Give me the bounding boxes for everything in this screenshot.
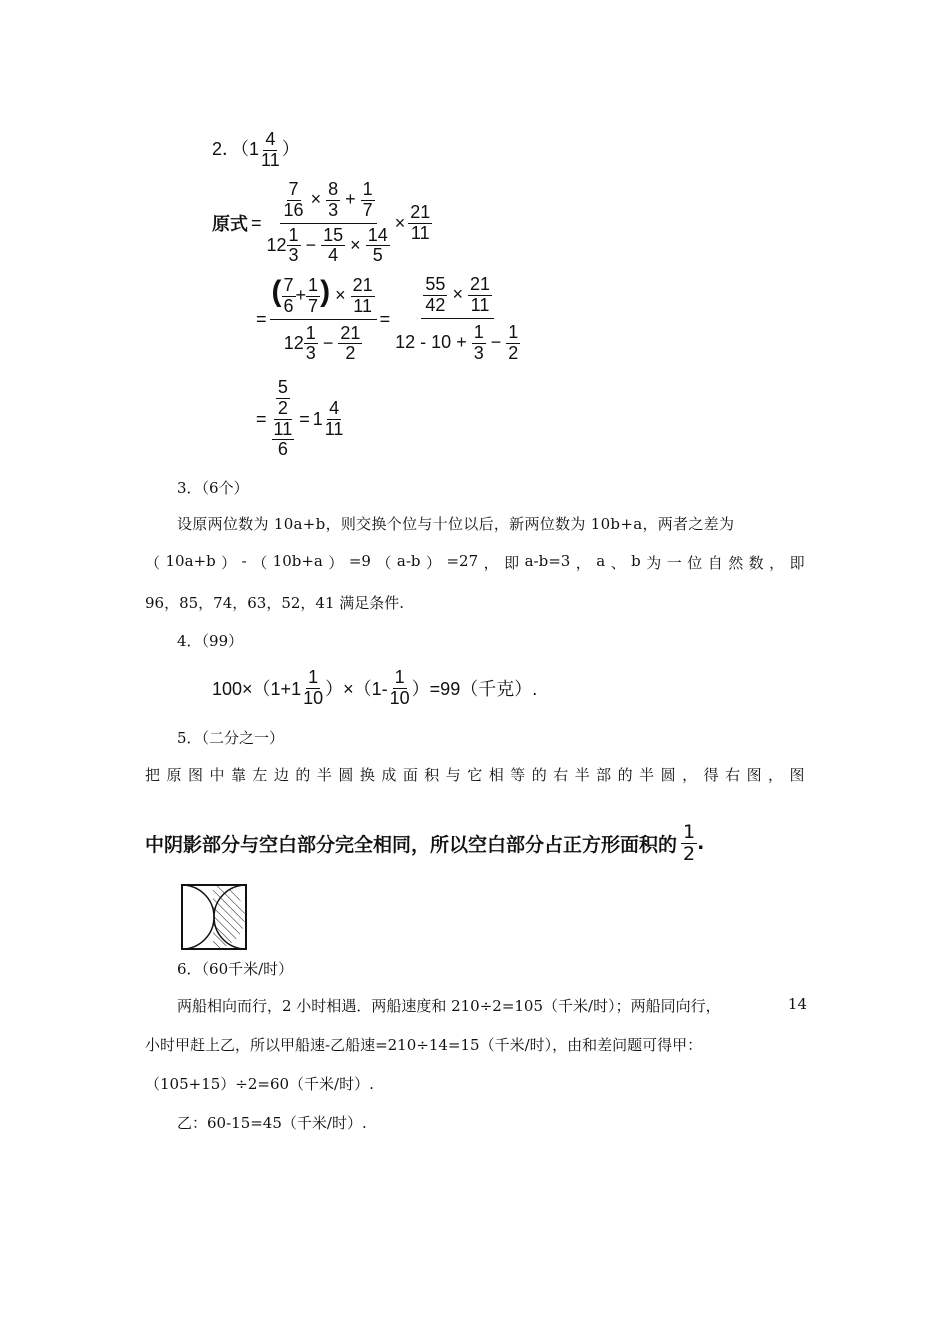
text-token: 面: [402, 766, 418, 784]
q5-shaded-region: [213, 885, 245, 949]
text-token: 的: [617, 766, 633, 784]
text-token: a: [596, 552, 606, 570]
text-token: 得: [703, 766, 719, 784]
text-token: 右: [553, 766, 569, 784]
q5-line1: [145, 764, 805, 785]
text-token: 成: [381, 766, 397, 784]
text-token: 相: [488, 766, 504, 784]
q3-line1: 设原两位数为 10a+b，则交换个位与十位以后，新两位数为 10b+a，两者之差为: [177, 515, 735, 533]
text-token: 圆: [338, 766, 354, 784]
q2-big-fraction-1: $\frac{7}{16}$ × $\frac{8}{3}$ + $\frac{1}{7}$ 12 $\frac{1}{3}$ − $\frac{15}{4}$ × $\frac{14}{5}$: [266, 179, 388, 266]
text-token: 积: [424, 766, 440, 784]
text-token: （: [376, 554, 392, 572]
q4-header: 4．（99）: [177, 632, 244, 650]
text-token: 部: [596, 766, 612, 784]
text-token: 自: [707, 554, 723, 572]
text-token: 的: [531, 766, 547, 784]
q5-left-arc: [182, 885, 214, 949]
text-token: 然: [728, 554, 744, 572]
text-token: 圆: [660, 766, 676, 784]
text-token: 左: [252, 766, 268, 784]
q3-header: 3．（6个）: [177, 479, 249, 497]
text-token: 位: [687, 554, 703, 572]
q2-big-fraction-2: ( $\frac{7}{6}$ + $\frac{1}{7}$ ) × $\frac{21}{11}$ 12 $\frac{1}{3}$ − $\frac{21}{2}$: [270, 275, 377, 364]
q2-answer-fraction: $\frac{4}{11}$: [261, 129, 280, 170]
text-token: （: [252, 554, 268, 572]
q6-line4: 乙：60-15=45（千米/时）.: [177, 1114, 367, 1132]
text-token: （: [145, 554, 161, 572]
q6-header: 6．（60千米/时）: [177, 960, 294, 978]
q6-line2: 小时甲赶上乙，所以甲船速-乙船速=210÷14=15（千米/时），由和差问题可得甲：: [145, 1036, 703, 1054]
text-token: 一: [666, 554, 682, 572]
text-token: 10b+a: [272, 552, 323, 570]
q2-line2: = ( $\frac{7}{6}$ + $\frac{1}{7}$ ) × $\frac{21}{11}$ 12 $\frac{1}{3}$ − $\frac{21}{2}$ = $\frac{55}{42}$ × $\frac{21}{11}$ 12 - 10 + $\frac{1}{3}$ − $\frac{1}{2}$: [256, 275, 522, 364]
text-token: -: [241, 552, 247, 570]
q2-header: 2．（1 $\frac{4}{11}$ ）: [212, 129, 300, 170]
q3-line2: [145, 552, 805, 573]
text-token: ，: [769, 554, 785, 572]
text-token: 数: [748, 554, 764, 572]
text-token: =9: [348, 552, 371, 570]
text-token: 为: [646, 554, 662, 572]
text-token: 10a+b: [165, 552, 216, 570]
text-token: 把: [145, 766, 161, 784]
text-token: 等: [510, 766, 526, 784]
text-token: ）: [328, 554, 344, 572]
text-token: 即: [789, 554, 805, 572]
text-token: 与: [445, 766, 461, 784]
text-token: 它: [467, 766, 483, 784]
text-token: 、: [610, 554, 626, 572]
text-token: ）: [426, 554, 442, 572]
q2-compound-fraction: $\frac{\frac{5}{2}}{\frac{11}{6}}$: [273, 377, 293, 460]
text-token: =27: [446, 552, 479, 570]
q2-big-fraction-3: $\frac{55}{42}$ × $\frac{21}{11}$ 12 - 10 + $\frac{1}{3}$ − $\frac{1}{2}$: [395, 274, 519, 363]
text-token: 的: [295, 766, 311, 784]
text-token: 图: [187, 766, 203, 784]
text-token: 换: [359, 766, 375, 784]
q2-line1: 原式 = $\frac{7}{16}$ × $\frac{8}{3}$ + $\frac{1}{7}$ 12 $\frac{1}{3}$ − $\frac{15}{4}$ × $\frac{14}{5}$ × $\frac{21}{11}$: [212, 179, 431, 266]
text-token: 图: [746, 766, 762, 784]
text-token: ，: [575, 554, 591, 572]
text-token: 图: [789, 766, 805, 784]
text-token: ，: [682, 766, 698, 784]
q6-line1: 两船相向而行，2 小时相遇．两船速度和 210÷2=105（千米/时）；两船同向行， 14: [177, 995, 807, 1015]
text-token: 中: [209, 766, 225, 784]
text-token: 原: [166, 766, 182, 784]
text-token: 半: [639, 766, 655, 784]
q5-header: 5．（二分之一）: [177, 729, 285, 747]
text-token: 靠: [230, 766, 246, 784]
q3-line3: 96，85，74，63，52，41 满足条件.: [145, 594, 405, 612]
text-token: 半: [316, 766, 332, 784]
text-token: ，: [768, 766, 784, 784]
text-token: 半: [574, 766, 590, 784]
text-token: 即: [504, 554, 520, 572]
text-token: 右: [725, 766, 741, 784]
q5-line2: 中阴影部分与空白部分完全相同，所以空白部分占正方形面积的 $\frac{1}{2}$ .: [145, 821, 705, 865]
q4-formula: 100×（1+1 $\frac{1}{10}$ ）×（1- $\frac{1}{10}$ ）=99（千克）.: [212, 667, 538, 708]
text-token: ）: [221, 554, 237, 572]
q5-diagram: [180, 883, 250, 951]
q2-line3: = $\frac{\frac{5}{2}}{\frac{11}{6}}$ = 1 $\frac{4}{11}$: [256, 377, 344, 460]
text-token: b: [631, 552, 641, 570]
q2-label-original: 原式: [212, 214, 248, 235]
text-token: a-b: [396, 552, 421, 570]
q6-line3: （105+15）÷2=60（千米/时）.: [145, 1075, 374, 1093]
text-token: 边: [273, 766, 289, 784]
text-token: a-b=3: [524, 552, 571, 570]
text-token: ，: [483, 554, 499, 572]
